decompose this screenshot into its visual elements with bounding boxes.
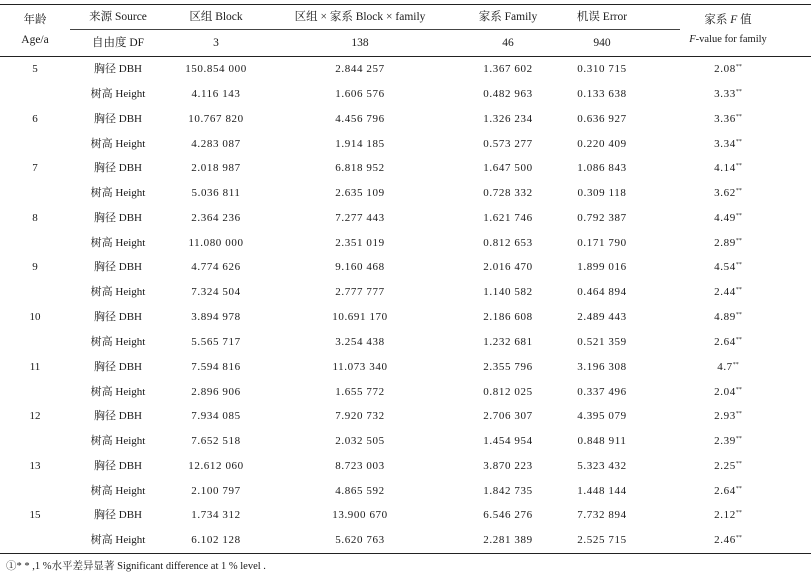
cell-error-height: 0.171 790	[577, 236, 627, 249]
footnote: ①* * ,1 %水平差异显著 Significant difference at 1 % level .	[6, 561, 266, 572]
age-label: 12	[29, 410, 41, 423]
header-fvalue-en: F-value for family	[689, 34, 767, 45]
cell-error-height: 0.309 118	[577, 187, 627, 200]
cell-fvalue-height: 2.46**	[714, 534, 742, 547]
cell-family-height: 0.482 963	[483, 88, 533, 100]
cell-fvalue-height: 2.89**	[714, 236, 742, 249]
header-age-en: Age/a	[21, 34, 49, 46]
cell-error-height: 1.448 144	[577, 484, 627, 497]
header-bottom-rule	[0, 56, 811, 57]
cell-fvalue-dbh: 4.54**	[714, 261, 742, 274]
cell-error-dbh: 7.732 894	[577, 509, 627, 522]
trait-label-dbh: 胸径 DBH	[94, 63, 142, 75]
cell-interaction-dbh: 7.920 732	[335, 410, 385, 423]
cell-interaction-dbh: 2.844 257	[335, 63, 385, 75]
cell-family-dbh: 1.326 234	[483, 112, 533, 125]
cell-family-dbh: 1.647 500	[483, 162, 533, 175]
cell-interaction-height: 3.254 438	[335, 336, 385, 348]
cell-family-height: 1.140 582	[483, 286, 533, 299]
cell-interaction-dbh: 8.723 003	[335, 459, 385, 472]
cell-block-dbh: 4.774 626	[191, 261, 241, 274]
cell-family-height: 0.728 332	[483, 187, 533, 200]
cell-error-dbh: 1.086 843	[577, 162, 627, 175]
cell-family-dbh: 2.186 608	[483, 311, 533, 323]
header-source: 来源 Source	[89, 11, 147, 23]
cell-block-height: 7.324 504	[191, 286, 241, 299]
header-error: 机误 Error	[576, 11, 628, 23]
trait-label-height: 树高 Height	[90, 385, 146, 398]
cell-interaction-height: 1.606 576	[335, 88, 385, 100]
age-label: 5	[32, 63, 38, 75]
cell-interaction-height: 2.351 019	[335, 236, 385, 249]
cell-family-dbh: 2.016 470	[483, 261, 533, 274]
age-label: 9	[32, 261, 38, 274]
cell-block-height: 7.652 518	[191, 435, 241, 448]
cell-fvalue-dbh: 2.25**	[714, 459, 742, 472]
cell-fvalue-dbh: 4.89**	[714, 311, 742, 323]
trait-label-dbh: 胸径 DBH	[94, 360, 142, 373]
trait-label-dbh: 胸径 DBH	[94, 410, 142, 423]
cell-interaction-dbh: 13.900 670	[332, 509, 388, 522]
cell-fvalue-dbh: 4.7**	[717, 360, 739, 373]
header-error-df: 940	[593, 37, 611, 49]
cell-error-height: 0.521 359	[577, 336, 627, 348]
cell-block-height: 2.100 797	[191, 484, 241, 497]
top-rule	[0, 4, 811, 5]
cell-interaction-dbh: 7.277 443	[335, 211, 385, 224]
cell-interaction-dbh: 4.456 796	[335, 112, 385, 125]
cell-interaction-height: 2.777 777	[335, 286, 385, 299]
cell-block-dbh: 3.894 978	[191, 311, 241, 323]
cell-family-height: 2.281 389	[483, 534, 533, 547]
cell-interaction-dbh: 11.073 340	[332, 360, 388, 373]
cell-error-dbh: 2.489 443	[577, 311, 627, 323]
age-label: 11	[29, 360, 41, 373]
trait-label-dbh: 胸径 DBH	[94, 311, 142, 323]
cell-error-height: 0.337 496	[577, 385, 627, 398]
header-interaction-df: 138	[351, 37, 369, 49]
trait-label-height: 树高 Height	[90, 236, 146, 249]
age-label: 7	[32, 162, 38, 175]
cell-block-height: 4.283 087	[191, 137, 241, 150]
cell-interaction-height: 1.655 772	[335, 385, 385, 398]
cell-interaction-height: 2.635 109	[335, 187, 385, 200]
cell-interaction-dbh: 9.160 468	[335, 261, 385, 274]
cell-family-height: 1.232 681	[483, 336, 533, 348]
trait-label-height: 树高 Height	[90, 187, 146, 200]
cell-fvalue-dbh: 2.12**	[714, 509, 742, 522]
cell-block-dbh: 12.612 060	[188, 459, 244, 472]
cell-interaction-dbh: 6.818 952	[335, 162, 385, 175]
header-block: 区组 Block	[189, 11, 243, 23]
age-label: 15	[29, 509, 41, 522]
cell-family-dbh: 3.870 223	[483, 459, 533, 472]
cell-block-dbh: 10.767 820	[188, 112, 244, 125]
cell-family-height: 1.842 735	[483, 484, 533, 497]
cell-error-height: 0.133 638	[577, 88, 627, 100]
cell-family-dbh: 2.706 307	[483, 410, 533, 423]
trait-label-dbh: 胸径 DBH	[94, 509, 142, 522]
cell-family-height: 0.812 025	[483, 385, 533, 398]
cell-family-height: 0.573 277	[483, 137, 533, 150]
cell-block-dbh: 2.364 236	[191, 211, 241, 224]
age-label: 10	[29, 311, 41, 323]
cell-error-height: 0.220 409	[577, 137, 627, 150]
cell-fvalue-height: 2.44**	[714, 286, 742, 299]
header-age-cn: 年龄	[23, 14, 47, 26]
cell-interaction-height: 5.620 763	[335, 534, 385, 547]
trait-label-height: 树高 Height	[90, 286, 146, 299]
cell-fvalue-height: 2.64**	[714, 484, 742, 497]
cell-error-dbh: 0.310 715	[577, 63, 627, 75]
cell-fvalue-height: 2.04**	[714, 385, 742, 398]
cell-fvalue-dbh: 3.36**	[714, 112, 742, 125]
cell-error-dbh: 3.196 308	[577, 360, 627, 373]
cell-block-height: 5.036 811	[191, 187, 241, 200]
cell-family-dbh: 2.355 796	[483, 360, 533, 373]
cell-error-height: 0.464 894	[577, 286, 627, 299]
cell-fvalue-height: 2.39**	[714, 435, 742, 448]
cell-interaction-height: 2.032 505	[335, 435, 385, 448]
header-family-df: 46	[502, 37, 514, 49]
cell-block-height: 6.102 128	[191, 534, 241, 547]
cell-error-dbh: 1.899 016	[577, 261, 627, 274]
trait-label-height: 树高 Height	[90, 137, 146, 150]
age-label: 8	[32, 211, 38, 224]
cell-fvalue-dbh: 4.14**	[714, 162, 742, 175]
cell-fvalue-height: 3.62**	[714, 187, 742, 200]
trait-label-height: 树高 Height	[90, 534, 146, 547]
cell-fvalue-dbh: 2.08**	[714, 63, 742, 75]
trait-label-dbh: 胸径 DBH	[94, 112, 142, 125]
cell-error-height: 2.525 715	[577, 534, 627, 547]
cell-fvalue-dbh: 4.49**	[714, 211, 742, 224]
cell-block-dbh: 150.854 000	[185, 63, 247, 75]
cell-interaction-dbh: 10.691 170	[332, 311, 388, 323]
header-df: 自由度 DF	[91, 37, 145, 49]
cell-block-dbh: 7.594 816	[191, 360, 241, 373]
header-block-df: 3	[213, 37, 219, 49]
trait-label-dbh: 胸径 DBH	[94, 261, 142, 274]
cell-block-dbh: 1.734 312	[191, 509, 241, 522]
age-label: 13	[29, 459, 41, 472]
trait-label-dbh: 胸径 DBH	[94, 459, 142, 472]
cell-block-dbh: 7.934 085	[191, 410, 241, 423]
cell-block-dbh: 2.018 987	[191, 162, 241, 175]
trait-label-height: 树高 Height	[90, 435, 146, 448]
cell-family-height: 1.454 954	[483, 435, 533, 448]
cell-fvalue-dbh: 2.93**	[714, 410, 742, 423]
trait-label-height: 树高 Height	[90, 336, 146, 348]
cell-family-dbh: 1.621 746	[483, 211, 533, 224]
cell-block-height: 5.565 717	[191, 336, 241, 348]
header-fvalue-cn: 家系 F 值	[704, 14, 752, 26]
trait-label-height: 树高 Height	[90, 88, 146, 100]
header-family: 家系 Family	[478, 11, 538, 23]
header-mid-rule	[70, 29, 680, 30]
cell-family-dbh: 1.367 602	[483, 63, 533, 75]
cell-error-dbh: 4.395 079	[577, 410, 627, 423]
cell-fvalue-height: 2.64**	[714, 336, 742, 348]
bottom-rule	[0, 553, 811, 554]
cell-error-dbh: 0.636 927	[577, 112, 627, 125]
cell-error-dbh: 0.792 387	[577, 211, 627, 224]
cell-error-dbh: 5.323 432	[577, 459, 627, 472]
cell-interaction-height: 4.865 592	[335, 484, 385, 497]
trait-label-height: 树高 Height	[90, 484, 146, 497]
trait-label-dbh: 胸径 DBH	[94, 211, 142, 224]
cell-fvalue-height: 3.33**	[714, 88, 742, 100]
header-interaction: 区组 × 家系 Block × family	[294, 11, 426, 23]
cell-fvalue-height: 3.34**	[714, 137, 742, 150]
cell-block-height: 2.896 906	[191, 385, 241, 398]
cell-family-height: 0.812 653	[483, 236, 533, 249]
cell-family-dbh: 6.546 276	[483, 509, 533, 522]
cell-interaction-height: 1.914 185	[335, 137, 385, 150]
cell-error-height: 0.848 911	[577, 435, 627, 448]
trait-label-dbh: 胸径 DBH	[94, 162, 142, 175]
cell-block-height: 11.080 000	[188, 236, 244, 249]
age-label: 6	[32, 112, 38, 125]
cell-block-height: 4.116 143	[191, 88, 241, 100]
